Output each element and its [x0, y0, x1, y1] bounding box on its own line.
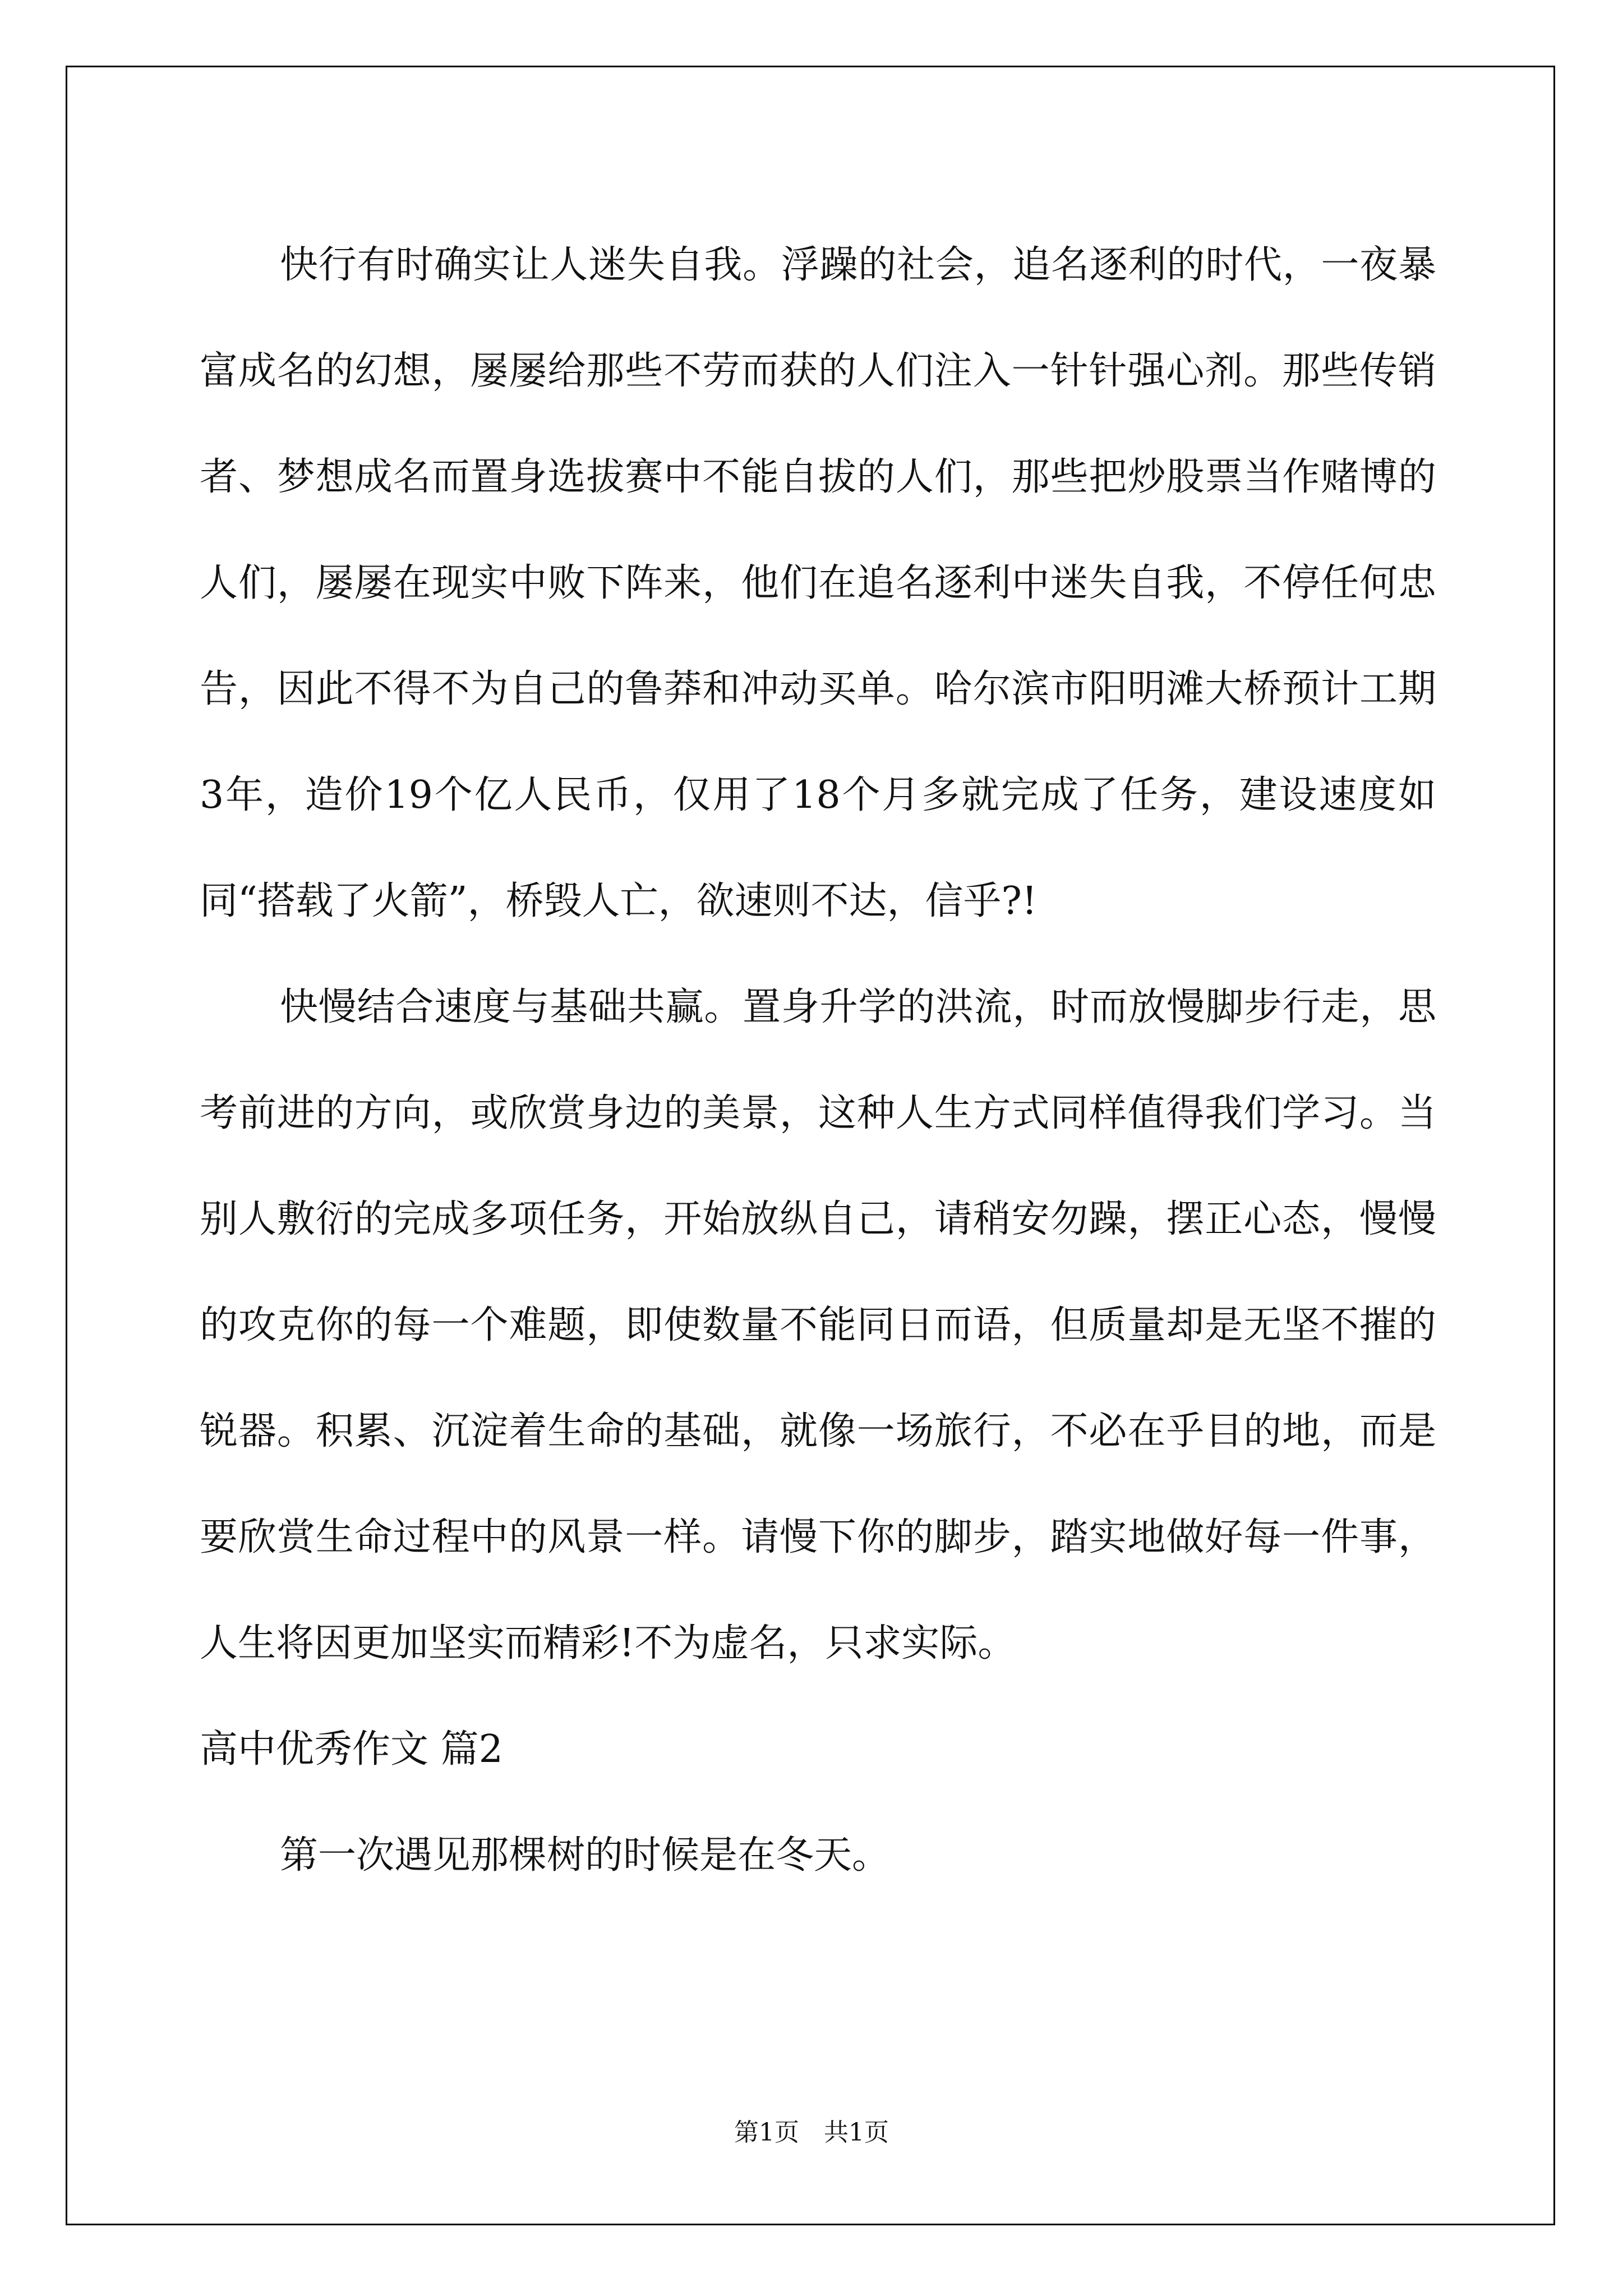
paragraph-3: 第一次遇见那棵树的时候是在冬天。: [280, 1833, 891, 1878]
paragraph-2: 快慢结合速度与基础共赢。置身升学的洪流，时而放慢脚步行走，思考前进的方向，或欣赏身边的美景，这种人生方式同样值得我们学习。当别人敷衍的完成多项任务，开始放纵自己，请稍安勿躁，摆正心态，慢慢的攻克你的每一个难题，即使数量不能同日而语，但质量却是无坚不摧的锐器。积累、沉淀着生命的基础，就像一场旅行，不必在乎目的地，而是要欣赏生命过程中的风景一样。请慢下你的脚步，踏实地做好每一件事，人生将因更加坚实而精彩!不为虚名，只求实际。: [200, 985, 1436, 1665]
page-footer: 第1页 共1页: [734, 2118, 889, 2147]
paragraph-1: 快行有时确实让人迷失自我。浮躁的社会，追名逐利的时代，一夜暴富成名的幻想，屡屡给那些不劳而获的人们注入一针针强心剂。那些传销者、梦想成名而置身选拔赛中不能自拔的人们，那些把炒股票当作赌博的人们，屡屡在现实中败下阵来，他们在追名逐利中迷失自我，不停任何忠告，因此不得不为自己的鲁莽和冲动买单。哈尔滨市阳明滩大桥预计工期3年，造价19个亿人民币，仅用了18个月多就完成了任务，建设速度如同“搭载了火箭”，桥毁人亡，欲速则不达，信乎?!: [200, 243, 1436, 923]
section-heading: 高中优秀作文 篇2: [200, 1727, 503, 1772]
document-body: [200, 212, 1436, 1908]
